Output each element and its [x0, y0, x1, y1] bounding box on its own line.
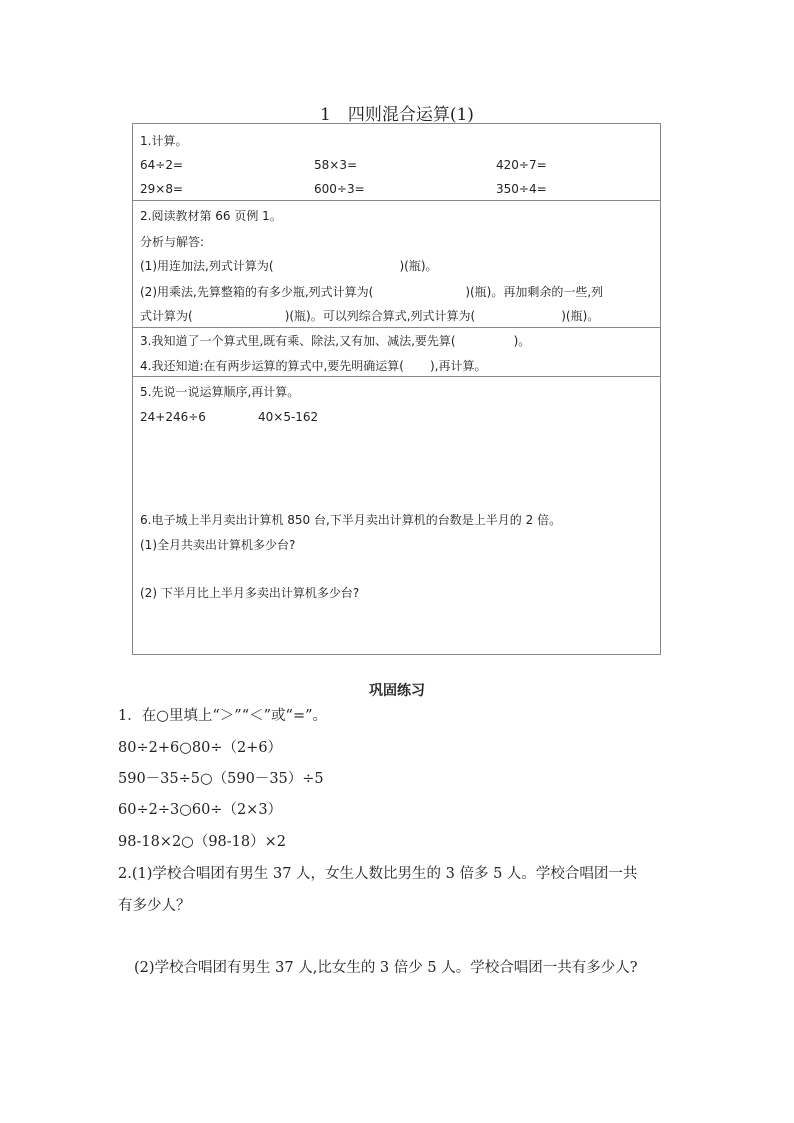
section5-heading: 5.先说一说运算顺序,再计算。 [140, 385, 300, 399]
section2-q2-line2 [140, 308, 599, 324]
section4-line [140, 358, 487, 374]
expression: 24+246÷6 [140, 410, 206, 424]
q2-line2-prefix: 式计算为( [140, 309, 193, 323]
section2-q1 [140, 258, 438, 274]
compare-item: 98-18×2○（98-18）×2 [118, 834, 287, 850]
section2-q2-line1 [140, 284, 603, 300]
divider [133, 376, 660, 377]
section2-heading: 2.阅读教材第 66 页例 1。 [140, 209, 282, 223]
q2-line1-prefix: (2)用乘法,先算整箱的有多少瓶,列式计算为( [140, 285, 374, 299]
q2-line1-suffix: )(瓶)。再加剩余的一些,列 [465, 285, 604, 299]
practice-q1: 1．在○里填上“＞”“＜”或“=”。 [118, 708, 328, 724]
calc-cell: 600÷3= [314, 182, 365, 196]
calc-cell: 58×3= [314, 158, 358, 172]
calc-cell: 420÷7= [496, 158, 547, 172]
q2-line2-suffix: )(瓶)。 [561, 309, 600, 323]
line4-prefix: 4.我还知道:在有两步运算的算式中,要先明确运算( [140, 359, 404, 373]
q2-line2-mid: )(瓶)。可以列综合算式,列式计算为( [284, 309, 476, 323]
line4-suffix: ),再计算。 [430, 359, 487, 373]
line3-suffix: )。 [513, 334, 531, 348]
line3-prefix: 3.我知道了一个算式里,既有乘、除法,又有加、减法,要先算( [140, 334, 456, 348]
section6-q2: (2) 下半月比上半月多卖出计算机多少台? [140, 586, 360, 600]
calc-cell: 64÷2= [140, 158, 184, 172]
section6-q1: (1)全月共卖出计算机多少台? [140, 538, 296, 552]
section1-heading: 1.计算。 [140, 134, 188, 148]
calc-cell: 350÷4= [496, 182, 547, 196]
practice-title: 巩固练习 [369, 683, 425, 699]
q1-suffix: )(瓶)。 [399, 259, 438, 273]
analysis-label: 分析与解答: [140, 235, 205, 249]
divider [133, 200, 660, 201]
compare-item: 590－35÷5○（590－35）÷5 [118, 771, 324, 787]
practice-q2-line2: 有多少人？ [118, 898, 191, 914]
divider [133, 327, 660, 328]
calc-cell: 29×8= [140, 182, 184, 196]
compare-item: 60÷2÷3○60÷（2×3） [118, 802, 283, 818]
section6-heading: 6.电子城上半月卖出计算机 850 台,下半月卖出计算机的台数是上半月的 2 倍。 [140, 513, 562, 527]
section3-line [140, 333, 530, 349]
compare-item: 80÷2+6○80÷（2+6） [118, 740, 283, 756]
practice-q2-line1: 2.(1)学校合唱团有男生 37 人，女生人数比男生的 3 倍多 5 人。学校合唱团一共 [118, 866, 638, 882]
q1-prefix: (1)用连加法,列式计算为( [140, 259, 274, 273]
page-title: 1 四则混合运算(1) [320, 105, 474, 125]
expression: 40×5-162 [258, 410, 319, 424]
exercise-box [132, 123, 661, 655]
practice-q3: (2)学校合唱团有男生 37 人,比女生的 3 倍少 5 人。学校合唱团一共有多少人? [134, 960, 638, 976]
